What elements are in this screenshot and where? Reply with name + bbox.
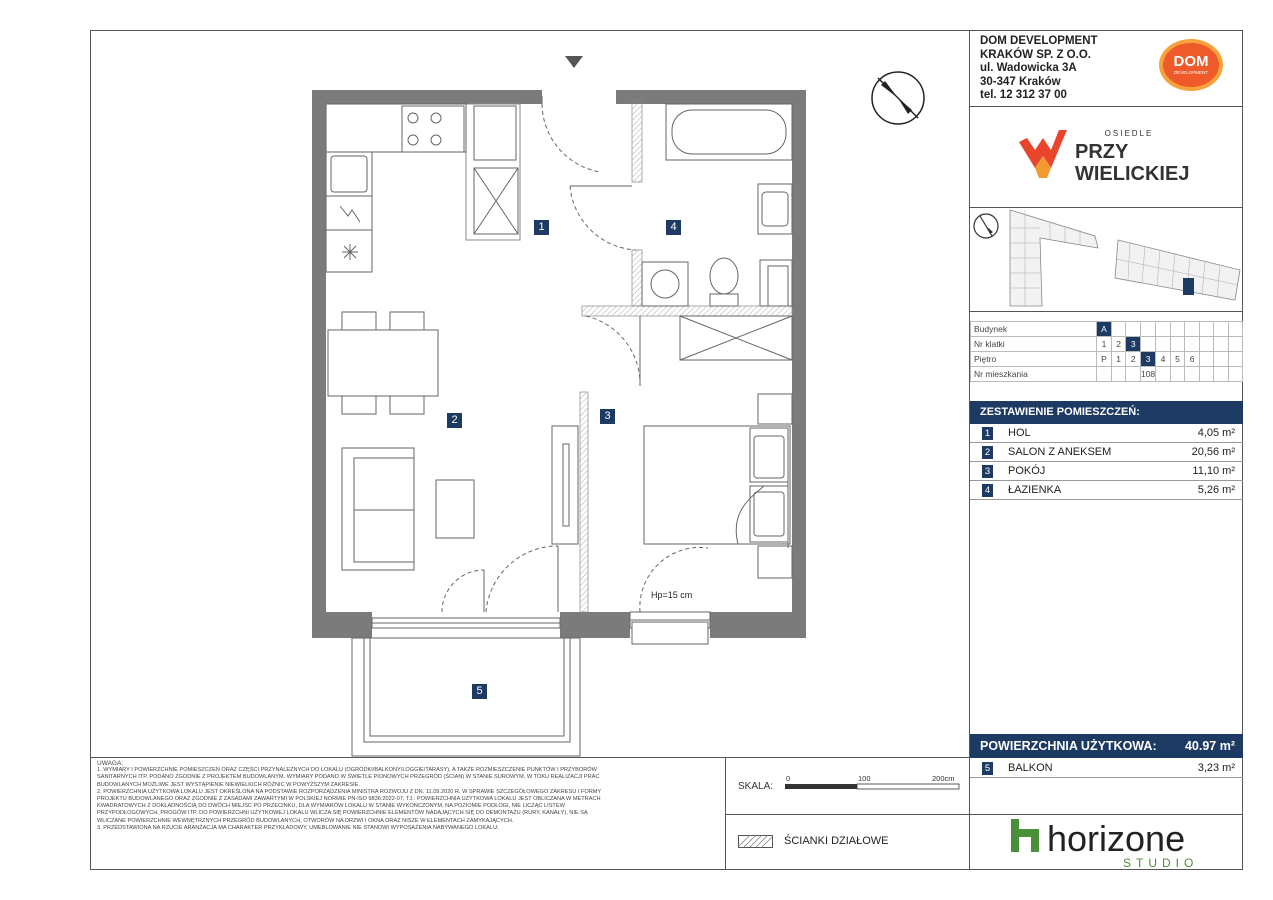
- table-cell: [1170, 337, 1185, 352]
- company-line: ul. Wadowicka 3A: [980, 62, 1077, 74]
- divider: [969, 311, 1243, 312]
- windows: [372, 612, 710, 644]
- table-row-label: Budynek: [971, 322, 1097, 337]
- dom-development-logo: [1157, 37, 1225, 93]
- company-line: 30-347 Kraków: [980, 75, 1061, 88]
- notes-line: 3. PRZEDSTAWIONA NA RZUCIE ARANŻACJA MA CHARAKTER PRZYKŁADOWY, UMEBLOWANIE NIE STANOWI WYPOSAŻENIA NABYWANEGO LOKALU.: [97, 824, 499, 831]
- table-cell: [1199, 367, 1213, 382]
- table-row: [971, 352, 1243, 367]
- room-area: 3,23 m²: [1197, 762, 1235, 774]
- table-cell: [1126, 367, 1141, 382]
- room-name: BALKON: [1008, 762, 1053, 774]
- table-cell: 3: [1140, 352, 1155, 367]
- table-cell: 6: [1185, 352, 1200, 367]
- room-name: SALON Z ANEKSEM: [1008, 446, 1112, 458]
- table-cell: [1156, 337, 1171, 352]
- table-cell: 2: [1126, 352, 1141, 367]
- hatch-legend-icon: [738, 835, 773, 848]
- company-line: KRAKÓW SP. Z O.O.: [980, 48, 1091, 61]
- scale-label: SKALA:: [738, 781, 774, 792]
- scale-tick: 100: [858, 774, 871, 783]
- table-cell: [1126, 322, 1141, 337]
- table-cell: [1111, 367, 1126, 382]
- entrance-marker-icon: [565, 56, 583, 68]
- table-cell: [1097, 367, 1112, 382]
- notes-line: PROJEKTU BUDOWLANEGO ORAZ ZGODNIE Z ZASADAMI ZAWARTYMI W POLSKIEJ NORMIE PN-ISO 9836:2022-07, TJ.: POWIERZCHNIA UŻYTKOWA LOKALU JEST OBLICZANA W METRACH: [97, 796, 601, 803]
- table-cell: [1228, 367, 1242, 382]
- notes-title: UWAGA:: [97, 760, 124, 767]
- table-cell: [1199, 337, 1213, 352]
- table-cell: A: [1097, 322, 1112, 337]
- table-cell: [1199, 322, 1213, 337]
- table-row: [971, 322, 1243, 337]
- room-name: POKÓJ: [1008, 465, 1046, 477]
- company-address: [980, 35, 1098, 103]
- room-row: [970, 424, 1243, 443]
- room-name: HOL: [1008, 427, 1031, 439]
- plan-room-number: 1: [534, 220, 549, 235]
- scale-tick: 200cm: [932, 774, 955, 783]
- room-number: 1: [982, 427, 993, 440]
- table-cell: [1199, 352, 1213, 367]
- table-cell: [1214, 367, 1228, 382]
- location-table: [970, 321, 1243, 382]
- table-row-label: Nr mieszkania: [971, 367, 1097, 382]
- studio-sub: STUDIO: [1123, 856, 1199, 870]
- room-row: [970, 462, 1243, 481]
- table-cell: 3: [1126, 337, 1141, 352]
- scale-tick: 0: [786, 774, 791, 783]
- table-row: [971, 337, 1243, 352]
- table-cell: [1228, 322, 1242, 337]
- balcony-row: [970, 759, 1243, 778]
- table-row: [971, 367, 1243, 382]
- notes-line: SANITARNYCH ITP. PODANO ZGODNIE Z PROJEKTEM BUDOWLANYM. WYMIARY PODANO W ŚWIETLE PIONOWYCH PRZEGRÓD (ŚCIAN) W STANIE SUROWYM. W TOKU REALIZACJI PRAC: [97, 774, 600, 781]
- table-cell: 1: [1097, 337, 1112, 352]
- room-number: 4: [982, 484, 993, 497]
- dining-table: [328, 312, 438, 414]
- table-cell: [1156, 367, 1171, 382]
- osiedle-small: OSIEDLE: [1104, 129, 1154, 138]
- osiedle-big2: WIELICKIEJ: [1075, 163, 1190, 185]
- divider: [969, 106, 1243, 107]
- table-cell: [1228, 352, 1242, 367]
- plan-room-number: 5: [472, 684, 487, 699]
- total-area: [970, 734, 1243, 758]
- logo-subtext: DEVELOPMENT: [1173, 70, 1209, 75]
- notes-line: KWADRATOWYCH Z DOKŁADNOŚCIĄ DO DWÓCH MIEJSC PO PRZECINKU, DLA WYMIARÓW LOKALU W STANIE WYKOŃCZONYM, NA POZIOMIE PODŁOGI, NIE LICZĄC LISTEW: [97, 803, 565, 810]
- room-name: ŁAZIENKA: [1008, 484, 1062, 496]
- notes-line: 2. POWIERZCHNIA UŻYTKOWA LOKALU JEST OKREŚLONA NA PODSTAWIE ROZPORZĄDZENIA MINISTRA ROZWOJU Z DN. 11.09.2020 R. W SPRAWIE SZCZEGÓŁOWEGO ZAKRESU I FORMY: [97, 788, 602, 795]
- plan-room-number: 4: [666, 220, 681, 235]
- table-cell: [1214, 322, 1228, 337]
- company-line: tel. 12 312 37 00: [980, 89, 1067, 101]
- sofa: [342, 448, 474, 570]
- key-plan: [970, 208, 1243, 310]
- rooms-header: ZESTAWIENIE POMIESZCZEŃ:: [970, 401, 1243, 424]
- studio-name: horizone: [1047, 818, 1186, 859]
- osiedle-przy-wielickiej-logo: [1017, 128, 1207, 188]
- company-line: DOM DEVELOPMENT: [980, 35, 1098, 47]
- scale-bar: [785, 783, 960, 791]
- notes-line: WLICZANE POWIERZCHNIE WEWNĘTRZNYCH PRZEGRÓD BUDOWLANYCH, OTWORÓW NA DRZWI I OKNA ORAZ NISZE W ELEMENTACH ZAMYKAJĄCYCH.: [97, 817, 514, 824]
- table-cell: [1140, 337, 1155, 352]
- table-cell: [1214, 337, 1228, 352]
- height-note: Hp=15 cm: [651, 590, 693, 600]
- room-number: 2: [982, 446, 993, 459]
- room-area: 5,26 m²: [1197, 484, 1235, 496]
- room-number: 3: [982, 465, 993, 478]
- balcony: [352, 638, 580, 756]
- table-row-label: Nr klatki: [971, 337, 1097, 352]
- table-cell: P: [1097, 352, 1112, 367]
- table-cell: [1214, 352, 1228, 367]
- table-cell: [1140, 322, 1155, 337]
- notes-line: 1. WYMIARY I POWIERZCHNIE POMIESZCZEŃ ORAZ CZĘŚCI PRZYNALEŻNYCH DO LOKALU (OGRÓDKI/BALKONY/LOGGIE/TARASY), A TAKŻE ROZMIESZCZENIE PUNKTÓW I PRZYBORÓW: [97, 767, 597, 774]
- bed: [644, 394, 792, 578]
- table-cell: 108: [1140, 367, 1155, 382]
- table-cell: [1170, 322, 1185, 337]
- wardrobe: [552, 426, 578, 544]
- logo-text: DOM: [1173, 53, 1209, 70]
- notes-line: BUDOWLANYCH MOŻLIWE JEST WYSTĄPIENIE NIEWIELKICH RÓŻNIC W POWYŻSZYM ZAKRESIE.: [97, 781, 360, 788]
- plan-room-number: 2: [447, 413, 462, 428]
- table-cell: [1156, 322, 1171, 337]
- table-row-label: Piętro: [971, 352, 1097, 367]
- room-row: [970, 481, 1243, 500]
- kitchen-counter: [326, 104, 518, 272]
- total-value: 40.97 m²: [1184, 739, 1235, 753]
- table-cell: [1185, 322, 1200, 337]
- horizone-studio-logo: [1011, 815, 1211, 870]
- table-cell: [1170, 367, 1185, 382]
- table-cell: 5: [1170, 352, 1185, 367]
- room-area: 4,05 m²: [1197, 427, 1235, 439]
- notes-line: PRZYPODŁOGOWYCH, PROGÓW ITP. DO POWIERZCHNI UŻYTKOWEJ LOKALU WLICZA SIĘ POWIERZCHNIE ELEMENTÓW NADAJĄCYCH SIĘ DO DEMONTAŻU (RURY, KANAŁY), NIE SĄ: [97, 810, 588, 817]
- table-cell: 4: [1156, 352, 1171, 367]
- osiedle-big1: PRZY: [1075, 141, 1129, 163]
- table-cell: [1228, 337, 1242, 352]
- room-number: 5: [982, 762, 993, 775]
- room-row: [970, 443, 1243, 462]
- plan-room-number: 3: [600, 409, 615, 424]
- legend-label: ŚCIANKI DZIAŁOWE: [784, 835, 889, 847]
- room-area: 20,56 m²: [1191, 446, 1235, 458]
- bathroom-fixtures: [642, 104, 792, 360]
- table-cell: [1185, 337, 1200, 352]
- table-cell: 1: [1111, 352, 1126, 367]
- room-area: 11,10 m²: [1192, 465, 1235, 477]
- table-cell: [1185, 367, 1200, 382]
- notes: [97, 760, 717, 832]
- table-cell: 2: [1111, 337, 1126, 352]
- total-label: POWIERZCHNIA UŻYTKOWA:: [980, 739, 1157, 753]
- table-cell: [1111, 322, 1126, 337]
